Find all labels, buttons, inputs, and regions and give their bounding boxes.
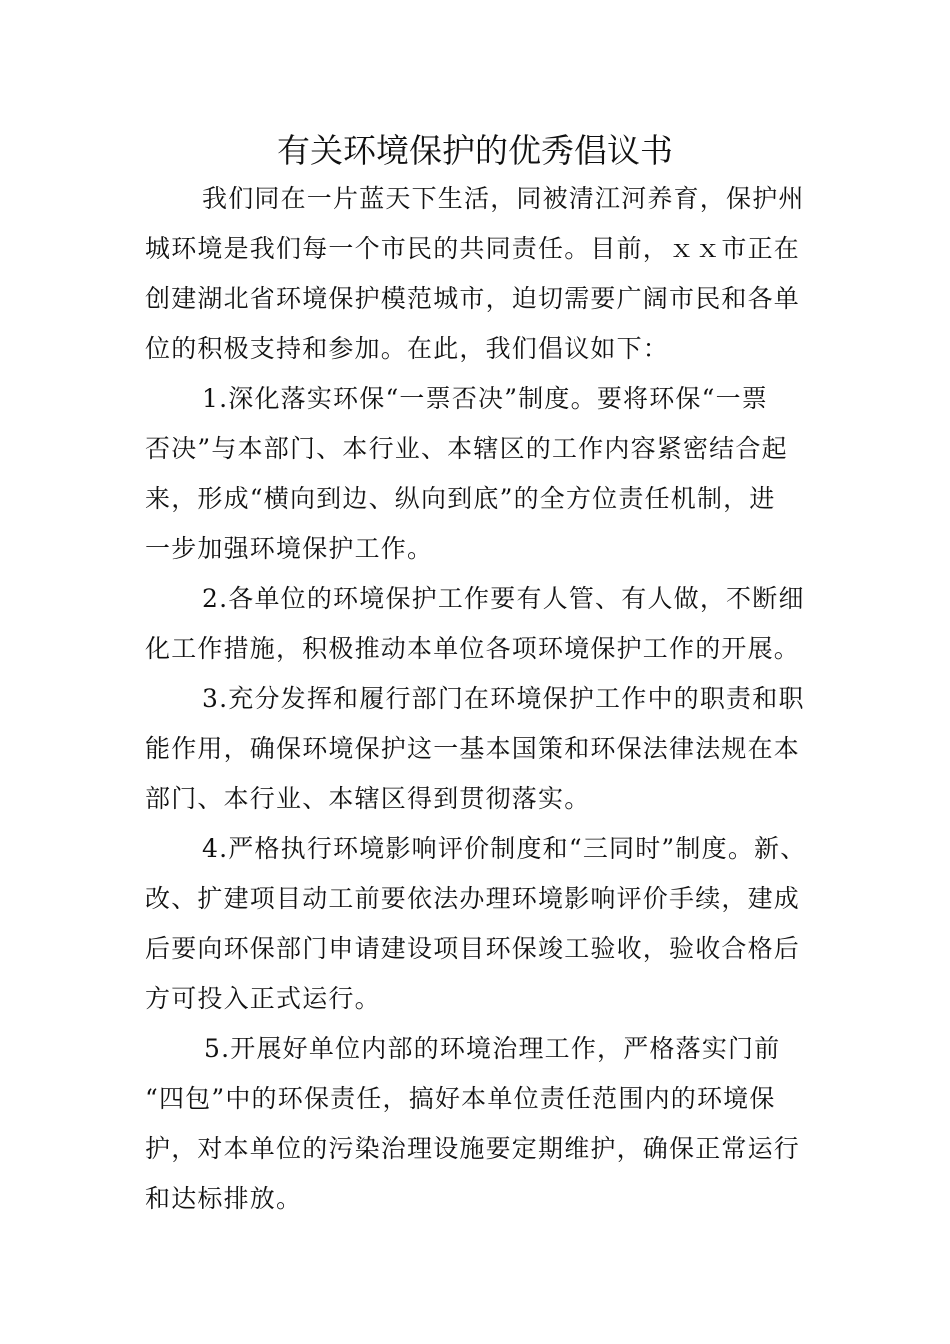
- paragraph-2-line-2: 否决”与本部门、本行业、本辖区的工作内容紧密结合起: [145, 434, 788, 463]
- paragraph-5-line-3: 后要向环保部门申请建设项目环保竣工验收，验收合格后: [145, 934, 801, 963]
- paragraph-3-line-2: 化工作措施，积极推动本单位各项环境保护工作的开展。: [145, 634, 801, 663]
- paragraph-6-line-1: 5.开展好单位内部的环境治理工作，严格落实门前: [204, 1034, 781, 1063]
- paragraph-5-line-1: 4.严格执行环境影响评价制度和“三同时”制度。新、: [202, 834, 807, 863]
- document-title: 有关环境保护的优秀倡议书: [277, 131, 673, 170]
- paragraph-5-line-2: 改、扩建项目动工前要依法办理环境影响评价手续，建成: [145, 884, 801, 913]
- paragraph-1-line-1: 我们同在一片蓝天下生活，同被清江河养育，保护州: [202, 184, 805, 213]
- paragraph-5-line-4: 方可投入正式运行。: [145, 984, 381, 1013]
- paragraph-1-line-4: 位的积极支持和参加。在此，我们倡议如下：: [145, 334, 670, 363]
- paragraph-2-line-1: 1.深化落实环保“一票否决”制度。要将环保“一票: [202, 384, 768, 413]
- paragraph-6-line-4: 和达标排放。: [145, 1184, 303, 1213]
- paragraph-1-line-2: 城环境是我们每一个市民的共同责任。目前，ｘｘ市正在: [145, 234, 801, 263]
- paragraph-4-line-1: 3.充分发挥和履行部门在环境保护工作中的职责和职: [202, 684, 805, 713]
- paragraph-2-line-4: 一步加强环境保护工作。: [145, 534, 434, 563]
- paragraph-4-line-3: 部门、本行业、本辖区得到贯彻落实。: [145, 784, 591, 813]
- paragraph-4-line-2: 能作用，确保环境保护这一基本国策和环保法律法规在本: [145, 734, 801, 763]
- paragraph-6-line-3: 护，对本单位的污染治理设施要定期维护，确保正常运行: [145, 1134, 801, 1163]
- paragraph-1-line-3: 创建湖北省环境保护模范城市，迫切需要广阔市民和各单: [145, 284, 801, 313]
- paragraph-6-line-2: “四包”中的环保责任，搞好本单位责任范围内的环境保: [145, 1084, 776, 1113]
- paragraph-2-line-3: 来，形成“横向到边、纵向到底”的全方位责任机制，进: [145, 484, 776, 513]
- paragraph-3-line-1: 2.各单位的环境保护工作要有人管、有人做，不断细: [202, 584, 805, 613]
